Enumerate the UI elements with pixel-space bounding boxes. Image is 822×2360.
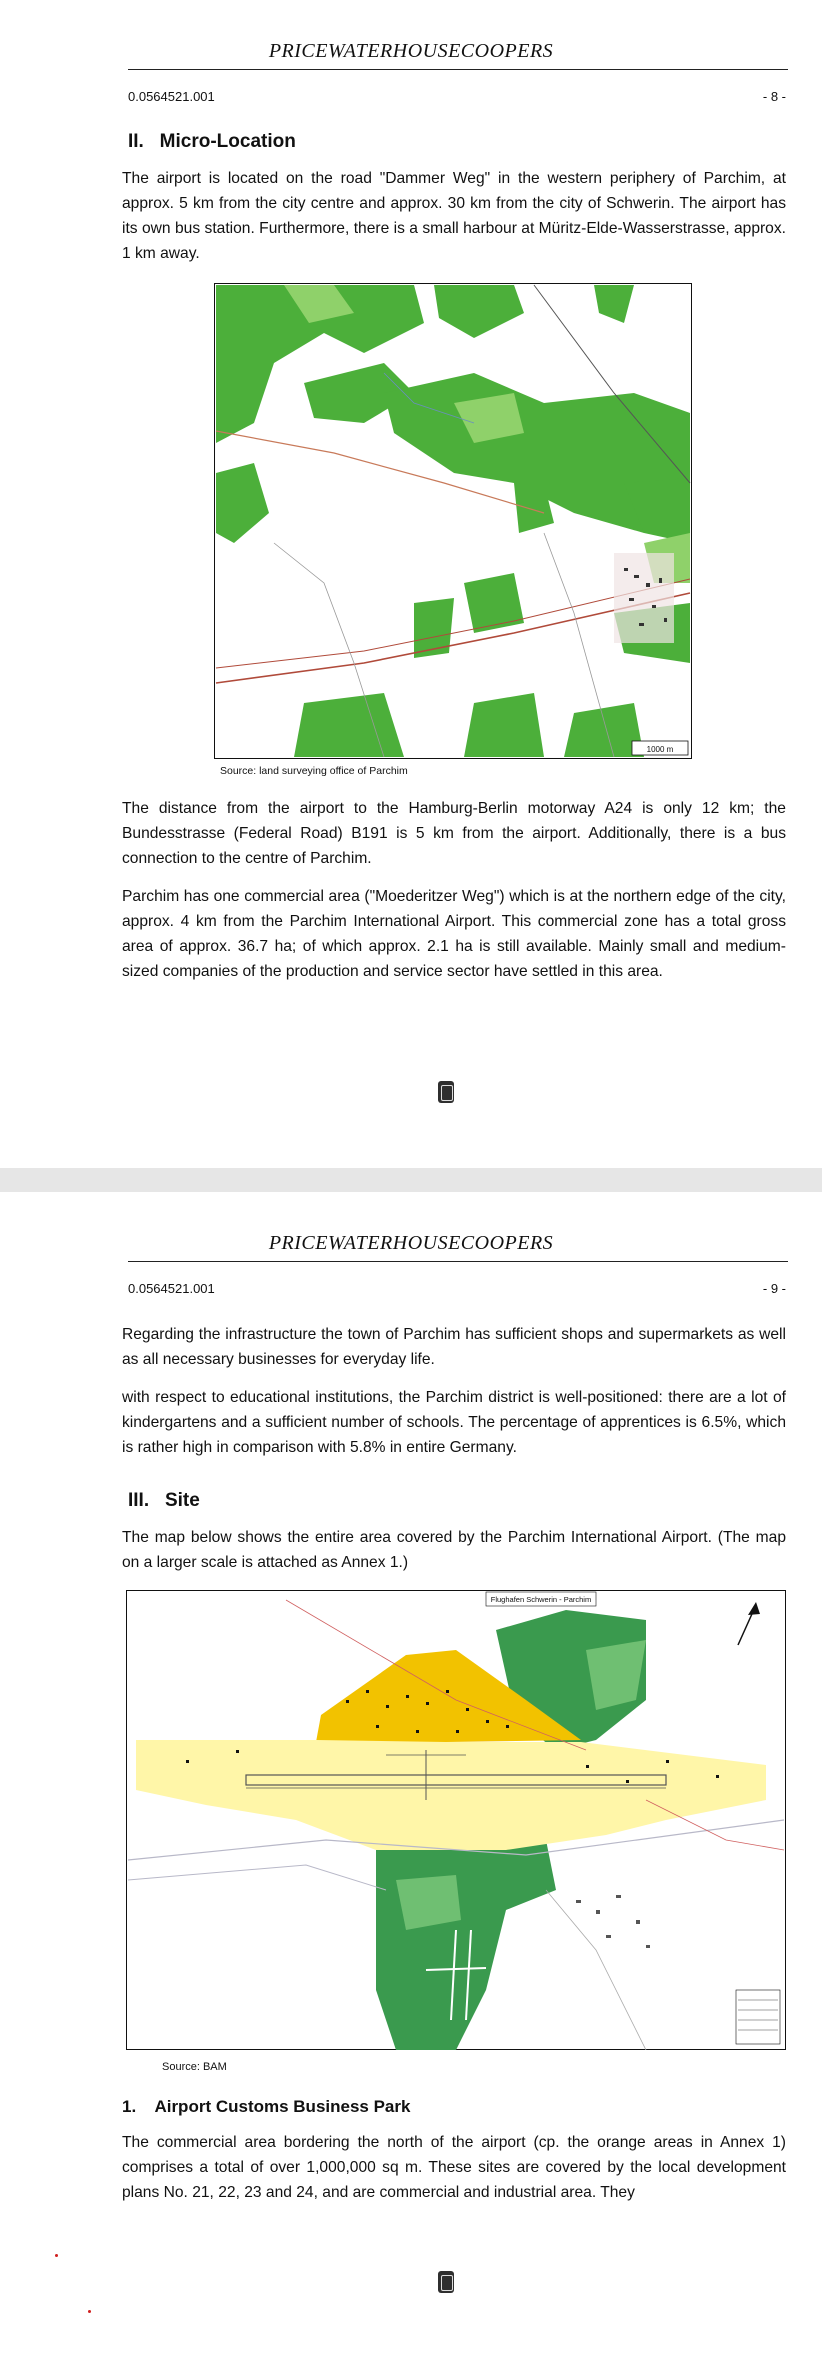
- document-page-9: [0, 1192, 822, 2360]
- document-reference: 0.0564521.001: [128, 1281, 215, 1296]
- company-logo: PRICEWATERHOUSECOOPERS: [268, 1232, 554, 1254]
- site-map-title: Flughafen Schwerin - Parchim: [490, 1595, 592, 1604]
- location-map: [214, 283, 692, 759]
- header-rule: [128, 69, 788, 70]
- section-title-micro-location: II. Micro-Location: [128, 131, 296, 152]
- subsection-title-customs-park: 1. Airport Customs Business Park: [122, 2097, 411, 2116]
- map-scale-label: 1000 m: [646, 745, 674, 754]
- paragraph-education: with respect to educational institutions, the Parchim district is well-positioned: there are a lot of kindergartens and a sufficient number of schools. The percentage of apprentices is 6.5%, which is rather high in comparison with 5.8% in entire Germany.: [122, 1389, 786, 1456]
- page-number: - 8 -: [762, 89, 786, 104]
- intro-paragraph: The airport is located on the road "Dammer Weg" in the western periphery of Parchim, at approx. 5 km from the city centre and approx. 30 km from the city of Schwerin. The airport has its own bus station. Furthermore, there is a small harbour at Müritz-Elde-Wasserstrasse, approx. 1 km away.: [122, 170, 786, 262]
- site-map-caption: Source: BAM: [162, 2061, 227, 2073]
- company-logo: PRICEWATERHOUSECOOPERS: [268, 40, 554, 62]
- footer-document-icon: [438, 1081, 454, 1103]
- site-map: [126, 1590, 786, 2050]
- header-rule: [128, 1261, 788, 1262]
- footer-document-icon: [438, 2271, 454, 2293]
- site-map-graphic: [126, 1590, 786, 2050]
- map-caption: Source: land surveying office of Parchim: [220, 765, 408, 777]
- paragraph-commercial-area: Parchim has one commercial area ("Moederitzer Weg") which is at the northern edge of the city, approx. 4 km from the Parchim International Airport. This commercial zone has a total gross area of approx. 36.7 ha; of which approx. 2.1 ha is still available. Mainly small and medium-sized companies of the production and service sector have settled in this area.: [122, 888, 786, 980]
- paragraph-infrastructure: Regarding the infrastructure the town of Parchim has sufficient shops and supermarkets as well as all necessary businesses for everyday life.: [122, 1326, 786, 1368]
- location-map-graphic: [214, 283, 692, 759]
- site-paragraph: The map below shows the entire area covered by the Parchim International Airport. (The map on a larger scale is attached as Annex 1.): [122, 1529, 786, 1571]
- stray-mark: [55, 2254, 58, 2257]
- document-reference: 0.0564521.001: [128, 89, 215, 104]
- stray-mark: [88, 2310, 91, 2313]
- page-number: - 9 -: [762, 1281, 786, 1296]
- document-page-8: [0, 0, 822, 1168]
- paragraph-customs-park: The commercial area bordering the north of the airport (cp. the orange areas in Annex 1) comprises a total of over 1,000,000 sq m. These sites are covered by the local development plans No. 21, 22, 23 and 24, and are commercial and industrial area. They: [122, 2134, 786, 2201]
- section-title-site: III. Site: [128, 1490, 200, 1511]
- paragraph-motorway-distance: The distance from the airport to the Hamburg-Berlin motorway A24 is only 12 km; the Bundesstrasse (Federal Road) B191 is 5 km from the airport. Additionally, there is a bus connection to the centre of Parchim.: [122, 800, 786, 867]
